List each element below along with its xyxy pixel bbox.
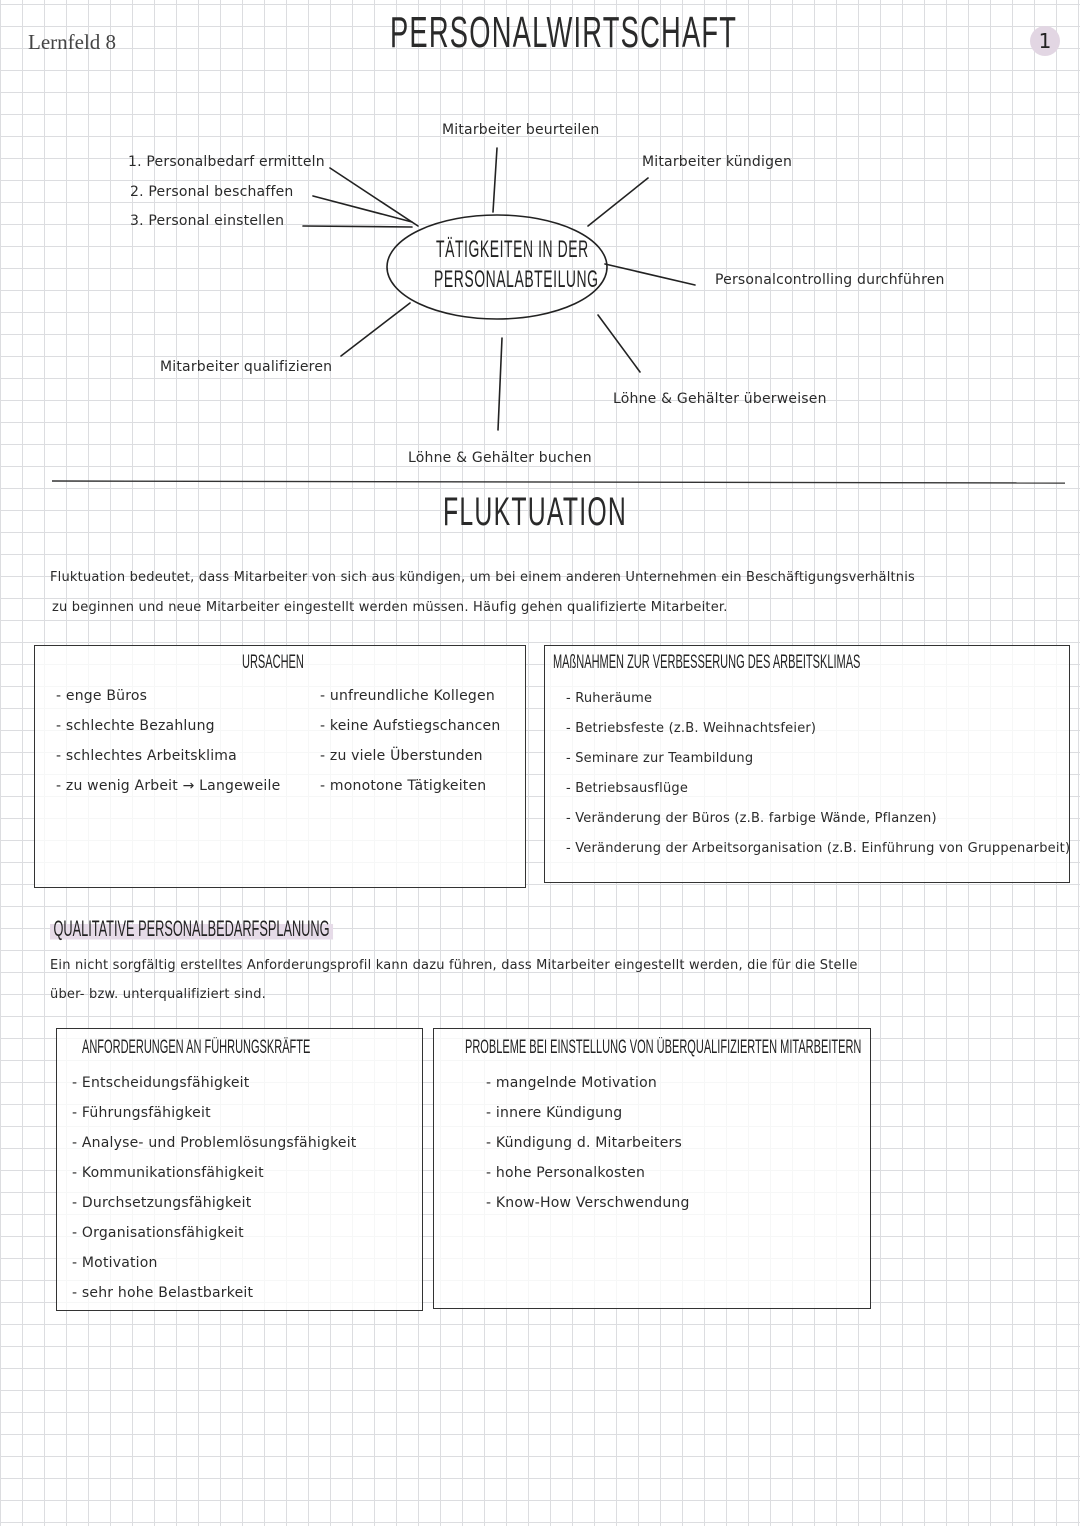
massnahmen-item: - Betriebsausflüge: [566, 781, 689, 796]
massnahmen-item: - Veränderung der Arbeitsorganisation (z.B. Einführung von Gruppenarbeit): [566, 841, 1071, 856]
massnahmen-title: MAßNAHMEN ZUR VERBESSERUNG DES ARBEITSKLIMAS: [553, 652, 861, 673]
qualitative-text-line1: Ein nicht sorgfältig erstelltes Anforderungsprofil kann dazu führen, dass Mitarbeiter eingestellt werden, die für die Stelle: [50, 958, 858, 973]
ursachen-right-item: - unfreundliche Kollegen: [320, 688, 495, 704]
ursachen-left-item: - zu wenig Arbeit → Langeweile: [56, 778, 281, 794]
anforderungen-title: ANFORDERUNGEN AN FÜHRUNGSKRÄFTE: [82, 1037, 311, 1058]
probleme-item: - Kündigung d. Mitarbeiters: [486, 1135, 682, 1151]
anforderungen-item: - Durchsetzungsfähigkeit: [72, 1195, 252, 1211]
anforderungen-item: - sehr hohe Belastbarkeit: [72, 1285, 254, 1301]
fluktuation-title: FLUKTUATION: [443, 490, 628, 534]
qualitative-text-line2: über- bzw. unterqualifiziert sind.: [50, 987, 266, 1002]
massnahmen-item: - Ruheräume: [566, 691, 653, 706]
anforderungen-item: - Führungsfähigkeit: [72, 1105, 211, 1121]
ursachen-left-item: - schlechte Bezahlung: [56, 718, 215, 734]
subject-label: Lernfeld 8: [28, 30, 117, 54]
probleme-item: - hohe Personalkosten: [486, 1165, 646, 1181]
probleme-item: - Know-How Verschwendung: [486, 1195, 690, 1211]
massnahmen-item: - Veränderung der Büros (z.B. farbige Wände, Pflanzen): [566, 811, 937, 826]
ursachen-left-item: - schlechtes Arbeitsklima: [56, 748, 237, 764]
probleme-item: - mangelnde Motivation: [486, 1075, 657, 1091]
branch-ueberweisen: Löhne & Gehälter überweisen: [613, 391, 827, 407]
mindmap-center-line2: PERSONALABTEILUNG: [434, 266, 599, 293]
branch-kuendigen: Mitarbeiter kündigen: [642, 154, 793, 170]
section-divider: [52, 481, 1065, 483]
anforderungen-item: - Motivation: [72, 1255, 158, 1271]
probleme-title: PROBLEME BEI EINSTELLUNG VON ÜBERQUALIFIZIERTEN MITARBEITERN: [465, 1037, 862, 1058]
ursachen-right-item: - keine Aufstiegschancen: [320, 718, 501, 734]
anforderungen-item: - Entscheidungsfähigkeit: [72, 1075, 250, 1091]
page-number: 1: [1038, 29, 1052, 53]
fluktuation-text-line2: zu beginnen und neue Mitarbeiter eingestellt werden müssen. Häufig gehen qualifizierte Mitarbeiter.: [52, 600, 728, 615]
ursachen-right-item: - monotone Tätigkeiten: [320, 778, 487, 794]
page-title: PERSONALWIRTSCHAFT: [390, 8, 738, 57]
mindmap-list-item-2: 2. Personal beschaffen: [130, 184, 294, 200]
ursachen-right-list: [320, 681, 500, 801]
qualitative-title: QUALITATIVE PERSONALBEDARFSPLANUNG: [50, 916, 333, 942]
branch-buchen: Löhne & Gehälter buchen: [408, 450, 592, 466]
anforderungen-list: [72, 1068, 356, 1308]
anforderungen-item: - Analyse- und Problemlösungsfähigkeit: [72, 1135, 357, 1151]
mindmap-list-item-3: 3. Personal einstellen: [130, 213, 285, 229]
ursachen-left-item: - enge Büros: [56, 688, 148, 704]
ursachen-title: URSACHEN: [242, 652, 304, 673]
mindmap-list-item-1: 1. Personalbedarf ermitteln: [128, 154, 325, 170]
ursachen-left-list: [56, 681, 280, 801]
mindmap-center-line1: TÄTIGKEITEN IN DER: [436, 236, 589, 263]
branch-qualifizieren: Mitarbeiter qualifizieren: [160, 359, 333, 375]
anforderungen-item: - Organisationsfähigkeit: [72, 1225, 244, 1241]
fluktuation-text-line1: Fluktuation bedeutet, dass Mitarbeiter von sich aus kündigen, um bei einem anderen Unternehmen ein Beschäftigungsverhältnis: [50, 570, 916, 585]
massnahmen-item: - Seminare zur Teambildung: [566, 751, 754, 766]
massnahmen-list: [566, 684, 1070, 864]
ursachen-right-item: - zu viele Überstunden: [320, 748, 483, 764]
probleme-item: - innere Kündigung: [486, 1105, 623, 1121]
branch-controlling: Personalcontrolling durchführen: [715, 272, 945, 288]
anforderungen-item: - Kommunikationsfähigkeit: [72, 1165, 264, 1181]
branch-beurteilen: Mitarbeiter beurteilen: [442, 122, 600, 138]
massnahmen-item: - Betriebsfeste (z.B. Weihnachtsfeier): [566, 721, 817, 736]
probleme-list: [486, 1068, 690, 1218]
